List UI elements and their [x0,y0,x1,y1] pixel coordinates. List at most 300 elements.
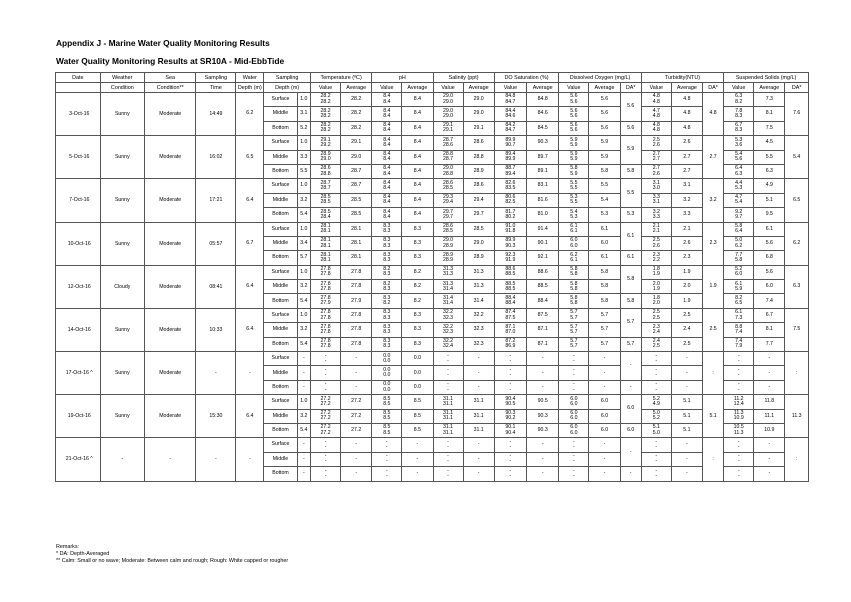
ph-values-2: 8.5 [383,429,391,436]
suspended-solids-values-1: 11.3 [733,410,744,417]
turbidity-values-2: 2.6 [652,170,660,177]
turbidity-values-1: 3.1 [652,179,660,186]
turbidity-values [641,438,671,452]
do-saturation-values [494,280,526,294]
turbidity-average: 1.9 [671,294,702,308]
do-saturation-average: 90.3 [527,136,559,150]
dissolved-oxygen-average: 5.6 [589,107,620,121]
ph-values-1: 8.4 [383,208,391,215]
header-condition-2: Condition** [145,83,196,93]
dissolved-oxygen-values [559,222,589,236]
suspended-solids-average: - [754,438,785,452]
header-row-1 [56,73,809,83]
suspended-solids-values-2: 5.6 [735,156,743,163]
salinity-values [433,280,463,294]
suspended-solids-values-1: 7.4 [735,338,743,345]
do-saturation-values [494,208,526,222]
salinity-average: 32.3 [463,323,494,337]
suspended-solids-values [724,164,754,178]
salinity-values [433,395,463,409]
ph-values [372,222,402,236]
salinity-values-2: 29.1 [442,127,454,134]
remarks-title: Remarks: [56,544,80,550]
sampling-level: Surface [264,93,297,107]
turbidity-values-1: 2.5 [652,237,660,244]
turbidity-average: - [671,380,702,394]
salinity-average: 31.4 [463,294,494,308]
ph-values [372,208,402,222]
ph-values [372,323,402,337]
turbidity-values-1: - [655,453,658,460]
sampling-level: Surface [264,352,297,366]
ph-values [372,395,402,409]
header-average: Average [463,83,494,93]
turbidity-average: 2.6 [671,236,702,250]
suspended-solids-average: 7.3 [754,93,785,107]
ph-average: 8.2 [402,280,433,294]
ph-values-1: - [385,438,388,445]
table-row [56,222,809,236]
temperature-values-1: 29.1 [320,136,331,143]
turbidity-values-2: 4.8 [652,98,660,105]
turbidity-values-2: - [655,386,658,393]
suspended-solids-values-2: - [737,372,740,379]
suspended-solids-values [724,308,754,322]
remark-line-1: * DA: Depth-Averaged [56,551,110,558]
ph-values [372,136,402,150]
temperature-average: 28.2 [341,107,372,121]
temperature-average: 27.8 [341,308,372,322]
weather-cell: - [100,438,145,481]
ph-average: - [402,452,433,466]
dissolved-oxygen-values-2: 5.7 [570,343,578,350]
suspended-solids-values-2: 5.4 [735,199,743,206]
dissolved-oxygen-values [559,423,589,437]
ph-average: 8.3 [402,222,433,236]
temperature-values [311,366,341,380]
suspended-solids-values [724,409,754,423]
sampling-time-cell: 10:33 [196,308,236,351]
turbidity-values-2: 5.0 [652,429,660,436]
sampling-depth-value: 3.4 [297,236,310,250]
salinity-values-2: 28.8 [442,170,454,177]
dissolved-oxygen-average: - [589,366,620,380]
turbidity-values-1: 2.3 [652,323,660,330]
suspended-solids-values-2: 8.3 [735,127,743,134]
ph-average: 0.0 [402,380,433,394]
suspended-solids-values [724,337,754,351]
dissolved-oxygen-average: 6.0 [589,423,620,437]
dissolved-oxygen-values [559,93,589,107]
turbidity-values-2: 2.5 [652,314,660,321]
ph-values [372,150,402,164]
ph-values [372,308,402,322]
do-saturation-average: 87.5 [527,308,559,322]
do-saturation-values [494,452,526,466]
sea-condition-cell: Moderate [145,308,196,351]
salinity-values [433,380,463,394]
dissolved-oxygen-values [559,179,589,193]
do-saturation-values-2: 90.3 [505,242,516,249]
dissolved-oxygen-values [559,265,589,279]
dissolved-oxygen-values-1: 6.1 [570,223,578,229]
salinity-values [433,222,463,236]
ph-average: 8.5 [402,409,433,423]
dissolved-oxygen-values [559,438,589,452]
do-saturation-values-1: 90.3 [505,410,516,417]
dissolved-oxygen-bottom-da: 5.3 [620,208,641,222]
dissolved-oxygen-values-2: 6.0 [570,242,578,249]
salinity-values [433,164,463,178]
temperature-values-2: 28.2 [320,127,331,134]
salinity-values [433,136,463,150]
table-row [56,136,809,150]
temperature-values-1: 28.2 [320,122,331,129]
dissolved-oxygen-da: 5.9 [620,136,641,165]
turbidity-da: 2.5 [703,308,724,351]
turbidity-values-2: 3.0 [652,185,660,192]
do-saturation-values-2: 84.6 [505,113,516,120]
temperature-values [311,423,341,437]
turbidity-values [641,107,671,121]
do-saturation-values-2: 90.2 [505,415,516,422]
temperature-average: 27.8 [341,280,372,294]
do-saturation-values [494,366,526,380]
ph-values [372,179,402,193]
header-dissolved-oxygen: Dissolved Oxygen (mg/L) [559,73,641,83]
do-saturation-values-2: 88.5 [505,285,516,292]
dissolved-oxygen-values-1: - [573,453,575,460]
sampling-depth-value: - [297,352,310,366]
do-saturation-values [494,164,526,178]
turbidity-values-1: 2.4 [652,338,660,345]
dissolved-oxygen-values-1: 5.7 [570,338,578,345]
suspended-solids-average: 6.0 [754,280,785,294]
dissolved-oxygen-bottom-da: 5.6 [620,121,641,135]
suspended-solids-values-1: 6.1 [735,280,743,287]
do-saturation-values-2: - [509,372,512,379]
ph-average: 8.3 [402,251,433,265]
dissolved-oxygen-average: 5.9 [589,150,620,164]
salinity-values [433,452,463,466]
do-saturation-values-2: 90.5 [505,400,516,407]
ph-values-1: 8.4 [383,179,391,186]
ph-values-2: 8.5 [383,415,391,422]
temperature-values-2: 27.8 [320,328,331,335]
do-saturation-values-1: 81.7 [505,208,516,215]
turbidity-average: 4.8 [671,93,702,107]
do-saturation-values-2: 87.0 [505,328,516,335]
temperature-values [311,251,341,265]
do-saturation-values [494,222,526,236]
suspended-solids-values [724,107,754,121]
salinity-values-1: 28.8 [442,151,454,158]
salinity-values-2: 29.0 [442,113,454,120]
suspended-solids-values-1: 6.7 [735,122,743,129]
do-saturation-values [494,136,526,150]
salinity-average: - [463,352,494,366]
suspended-solids-average: 10.9 [754,423,785,437]
salinity-values-2: 29.0 [442,98,454,105]
dissolved-oxygen-values-2: 5.5 [570,199,578,206]
turbidity-da: 3.2 [703,179,724,222]
sea-condition-cell: Moderate [145,352,196,395]
turbidity-values [641,409,671,423]
salinity-values [433,438,463,452]
suspended-solids-da: 5.4 [785,136,809,179]
temperature-values-1: 28.2 [320,93,331,100]
do-saturation-average: 81.6 [527,193,559,207]
do-saturation-values-1: - [509,453,512,460]
weather-cell: Sunny [100,308,145,351]
do-saturation-average: 91.4 [527,222,559,236]
turbidity-values-1: 5.2 [652,395,660,402]
temperature-values [311,409,341,423]
ph-values-1: 8.3 [383,251,391,258]
salinity-values [433,409,463,423]
ph-values [372,294,402,308]
do-saturation-values-2: 90.7 [505,141,516,148]
dissolved-oxygen-values [559,164,589,178]
weather-cell: Sunny [100,395,145,438]
salinity-values [433,208,463,222]
remarks [56,544,288,566]
turbidity-average: 2.0 [671,280,702,294]
ph-values-2: 8.3 [383,242,391,249]
do-saturation-values-1: 90.1 [505,424,516,431]
suspended-solids-values-1: 6.3 [735,93,743,100]
do-saturation-average: 84.8 [527,93,559,107]
suspended-solids-values [724,93,754,107]
suspended-solids-values-1: 10.5 [733,424,744,431]
suspended-solids-average: 7.7 [754,337,785,351]
suspended-solids-values-2: 5.3 [735,185,743,192]
dissolved-oxygen-values-2: 5.7 [570,314,578,321]
ph-values-2: 8.4 [383,156,391,163]
dissolved-oxygen-values-2: 5.6 [570,98,578,105]
turbidity-average: 2.6 [671,136,702,150]
turbidity-values-2: 5.2 [652,415,660,422]
sampling-level: Bottom [264,164,297,178]
salinity-values-1: 28.6 [442,223,454,229]
suspended-solids-average: - [754,380,785,394]
turbidity-values-1: 2.3 [652,251,660,258]
ph-average: 8.4 [402,136,433,150]
ph-values-1: 0.0 [383,352,391,359]
turbidity-da: 4.8 [703,93,724,136]
suspended-solids-da: 11.3 [785,395,809,438]
ph-values-1: 8.2 [383,266,391,273]
turbidity-values-2: 2.2 [652,256,660,263]
salinity-values [433,236,463,250]
ph-values-2: 8.3 [383,343,391,350]
do-saturation-values [494,352,526,366]
sampling-depth-value: 5.5 [297,164,310,178]
dissolved-oxygen-average: - [589,438,620,452]
turbidity-values-2: - [655,458,658,465]
ph-average: 8.3 [402,323,433,337]
sampling-depth-value: 1.0 [297,395,310,409]
dissolved-oxygen-values-1: 5.5 [570,179,578,186]
do-saturation-values [494,93,526,107]
dissolved-oxygen-values-2: 5.8 [570,285,578,292]
sampling-depth-value: 5.7 [297,251,310,265]
salinity-values [433,193,463,207]
salinity-values [433,337,463,351]
suspended-solids-values [724,150,754,164]
temperature-average: - [341,467,372,481]
do-saturation-average: 88.4 [527,294,559,308]
do-saturation-values [494,467,526,481]
do-saturation-values-1: 89.9 [505,237,516,244]
do-saturation-average: 90.1 [527,236,559,250]
salinity-average: 29.7 [463,208,494,222]
sea-condition-cell: Moderate [145,93,196,136]
dissolved-oxygen-values-2: 5.6 [570,127,578,134]
sampling-time-cell: - [196,438,236,481]
do-saturation-average: 87.1 [527,323,559,337]
ph-average: 8.2 [402,265,433,279]
temperature-average: 28.7 [341,164,372,178]
suspended-solids-values-1: - [737,438,740,445]
suspended-solids-da: 7.6 [785,93,809,136]
header-value: Value [724,83,754,93]
dissolved-oxygen-average: - [589,467,620,481]
dissolved-oxygen-values-1: 5.7 [570,309,578,316]
suspended-solids-values-1: - [737,352,740,359]
date-cell: 10-Oct-16 [56,222,101,265]
dissolved-oxygen-bottom-da: 6.0 [620,423,641,437]
suspended-solids-values [724,222,754,236]
suspended-solids-average: 9.5 [754,208,785,222]
water-depth-cell: 6.4 [236,395,264,438]
ph-values-1: 8.2 [383,280,391,287]
dissolved-oxygen-values [559,337,589,351]
sampling-level: Bottom [264,294,297,308]
table-row [56,93,809,107]
sampling-depth-value: - [297,438,310,452]
ph-values [372,467,402,481]
header-temperature: Temperature (ºC) [311,73,372,83]
header-average: Average [671,83,702,93]
turbidity-values [641,423,671,437]
do-saturation-values-2: 91.9 [505,256,516,263]
sampling-depth-value: 3.3 [297,150,310,164]
do-saturation-values-1: 89.9 [505,136,516,143]
date-cell: 5-Oct-16 [56,136,101,179]
turbidity-values-1: 4.7 [652,107,660,114]
turbidity-values-2: 2.1 [652,228,660,235]
suspended-solids-values [724,193,754,207]
suspended-solids-values [724,265,754,279]
turbidity-values-1: 2.7 [652,165,660,172]
turbidity-values [641,337,671,351]
ph-average: 8.4 [402,121,433,135]
turbidity-values [641,164,671,178]
water-depth-cell: 6.4 [236,265,264,308]
ph-values-2: 8.4 [383,141,391,148]
temperature-values [311,136,341,150]
ph-values [372,438,402,452]
temperature-values-2: 27.2 [320,400,331,407]
dissolved-oxygen-average: 5.3 [589,208,620,222]
turbidity-values-1: - [655,352,658,359]
dissolved-oxygen-values-2: 6.0 [570,429,578,436]
do-saturation-values [494,337,526,351]
do-saturation-values-2: 88.5 [505,271,516,278]
suspended-solids-average: - [754,452,785,466]
turbidity-values-2: 4.9 [652,400,660,407]
turbidity-values-2: 2.6 [652,242,660,249]
sampling-time-cell: 05:57 [196,222,236,265]
do-saturation-values-2: 84.7 [505,127,516,134]
do-saturation-average: 84.5 [527,121,559,135]
salinity-values-2: - [447,444,449,451]
do-saturation-average: 90.3 [527,409,559,423]
suspended-solids-values-2: 6.4 [735,228,743,235]
suspended-solids-values [724,208,754,222]
turbidity-average: 4.8 [671,107,702,121]
suspended-solids-values-1: - [737,467,740,474]
salinity-values-1: 31.4 [442,294,454,301]
salinity-values-2: 29.7 [442,213,454,220]
ph-average: 8.4 [402,164,433,178]
dissolved-oxygen-average: 5.7 [589,323,620,337]
sampling-depth-value: 3.1 [297,107,310,121]
dissolved-oxygen-values-1: 6.2 [570,251,578,258]
suspended-solids-values-2: 6.0 [735,271,743,278]
table-body [56,93,809,482]
turbidity-da: : [703,352,724,395]
dissolved-oxygen-values-2: - [573,357,575,364]
salinity-values-1: - [447,467,449,474]
suspended-solids-values [724,352,754,366]
salinity-values-2: 31.1 [442,400,454,407]
salinity-values-2: - [447,472,449,479]
do-saturation-values-2: - [509,444,512,451]
dissolved-oxygen-values [559,308,589,322]
do-saturation-average: - [527,366,559,380]
ph-average: 8.4 [402,93,433,107]
turbidity-values-1: 2.0 [652,280,660,287]
do-saturation-values-1: 90.4 [505,395,516,402]
temperature-values-2: 28.5 [320,199,331,206]
temperature-values-2: 27.2 [320,429,331,436]
do-saturation-values-1: 88.4 [505,294,516,301]
dissolved-oxygen-values [559,352,589,366]
turbidity-values-1: 2.5 [652,136,660,143]
dissolved-oxygen-values-1: 5.6 [570,122,578,129]
turbidity-values-2: - [655,372,658,379]
turbidity-values [641,265,671,279]
suspended-solids-values-2: 6.3 [735,170,743,177]
ph-values [372,251,402,265]
suspended-solids-values-1: 5.2 [735,266,743,273]
sea-condition-cell: Moderate [145,265,196,308]
turbidity-values-2: 2.6 [652,141,660,148]
dissolved-oxygen-average: 6.1 [589,251,620,265]
dissolved-oxygen-average: 5.5 [589,179,620,193]
salinity-values-2: 31.1 [442,429,454,436]
dissolved-oxygen-values-2: 5.3 [570,213,578,220]
suspended-solids-values [724,323,754,337]
dissolved-oxygen-values-2: 5.8 [570,271,578,278]
salinity-values-1: 29.0 [442,93,454,100]
remark-line-2: ** Calm: Small or no wave; Moderate: Between calm and rough; Rough: White capped or rougher [56,558,289,565]
temperature-values-1: 27.8 [320,266,331,273]
temperature-values-1: - [324,352,327,359]
turbidity-values-1: 5.1 [652,424,660,431]
